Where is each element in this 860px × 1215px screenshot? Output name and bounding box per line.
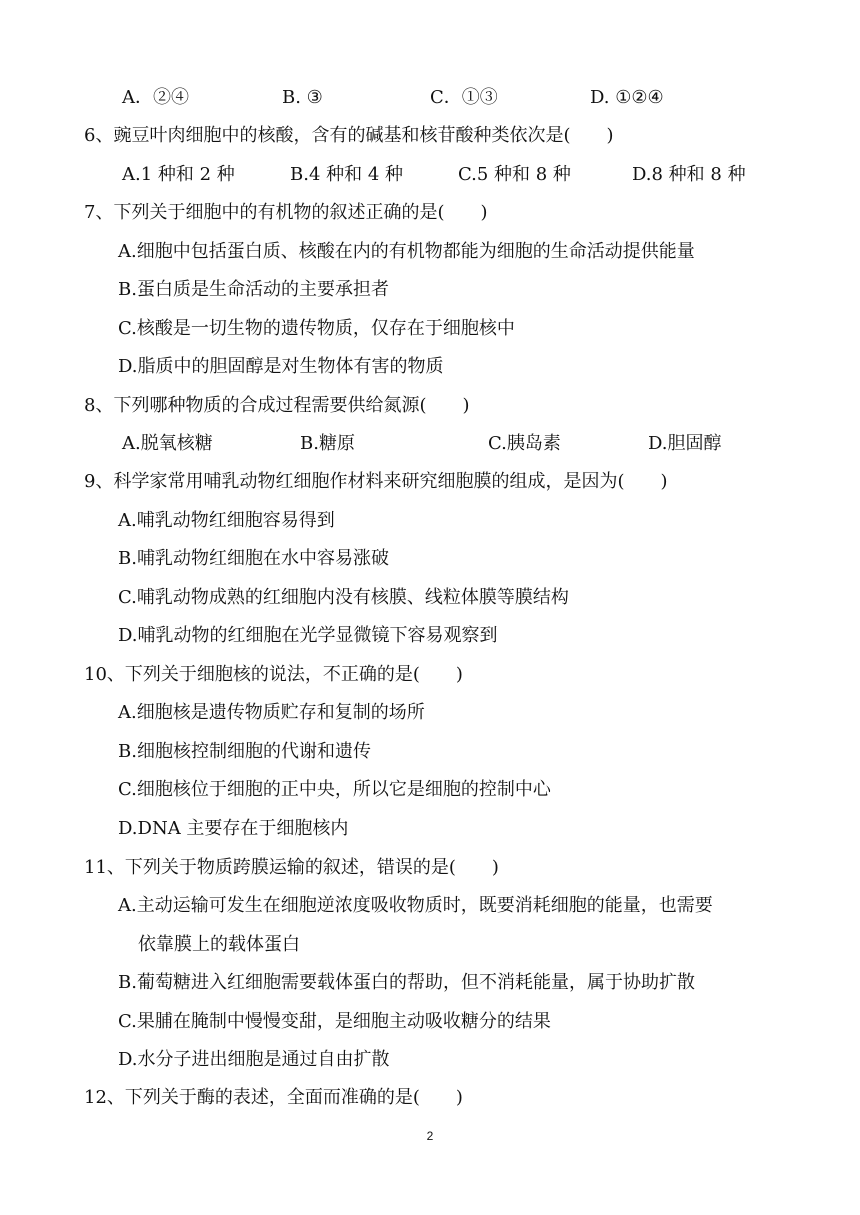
q11-option-a: A.主动运输可发生在细胞逆浓度吸收物质时，既要消耗细胞的能量，也需要 [118,895,713,916]
q6-option-b: B.4 种和 4 种 [290,164,404,185]
q8-option-a: A.脱氧核糖 [122,433,213,454]
q6-option-c: C.5 种和 8 种 [458,164,571,185]
q7-option-b: B.蛋白质是生命活动的主要承担者 [118,279,389,300]
q5-option-d: D. ①②④ [590,87,664,108]
q10-stem: 10、下列关于细胞核的说法，不正确的是( ) [84,664,463,685]
page-number: 2 [426,1129,434,1143]
q11-option-d: D.水分子进出细胞是通过自由扩散 [118,1049,390,1070]
q7-option-a: A.细胞中包括蛋白质、核酸在内的有机物都能为细胞的生命活动提供能量 [118,241,695,262]
q12-stem: 12、下列关于酶的表述，全面而准确的是( ) [84,1087,463,1108]
q11-stem: 11、下列关于物质跨膜运输的叙述，错误的是( ) [84,857,499,878]
q10-option-b: B.细胞核控制细胞的代谢和遗传 [118,741,371,762]
q9-option-a: A.哺乳动物红细胞容易得到 [118,510,335,531]
q9-option-c: C.哺乳动物成熟的红细胞内没有核膜、线粒体膜等膜结构 [118,587,569,608]
q6-option-d: D.8 种和 8 种 [632,164,746,185]
q7-stem: 7、下列关于细胞中的有机物的叙述正确的是( ) [84,202,488,223]
q8-stem: 8、下列哪种物质的合成过程需要供给氮源( ) [84,395,470,416]
q11-option-b: B.葡萄糖进入红细胞需要载体蛋白的帮助，但不消耗能量，属于协助扩散 [118,972,695,993]
q9-option-b: B.哺乳动物红细胞在水中容易涨破 [118,548,389,569]
q6-stem: 6、豌豆叶肉细胞中的核酸，含有的碱基和核苷酸种类依次是( ) [84,125,614,146]
q9-option-d: D.哺乳动物的红细胞在光学显微镜下容易观察到 [118,625,498,646]
q10-option-c: C.细胞核位于细胞的正中央，所以它是细胞的控制中心 [118,779,551,800]
q10-option-d: D.DNA 主要存在于细胞核内 [118,818,349,839]
q11-option-c: C.果脯在腌制中慢慢变甜，是细胞主动吸收糖分的结果 [118,1011,551,1032]
q5-option-c: C．①③ [430,87,498,108]
q6-option-a: A.1 种和 2 种 [122,164,235,185]
q8-option-d: D.胆固醇 [648,433,722,454]
q9-stem: 9、科学家常用哺乳动物红细胞作材料来研究细胞膜的组成，是因为( ) [84,471,668,492]
q8-option-c: C.胰岛素 [488,433,561,454]
q5-option-a: A．②④ [122,87,189,108]
q10-option-a: A.细胞核是遗传物质贮存和复制的场所 [118,702,425,723]
q11-option-a-continued: 依靠膜上的载体蛋白 [138,934,300,955]
q8-option-b: B.糖原 [300,433,355,454]
q7-option-c: C.核酸是一切生物的遗传物质，仅存在于细胞核中 [118,318,515,339]
q7-option-d: D.脂质中的胆固醇是对生物体有害的物质 [118,356,444,377]
q5-option-b: B. ③ [282,87,323,108]
